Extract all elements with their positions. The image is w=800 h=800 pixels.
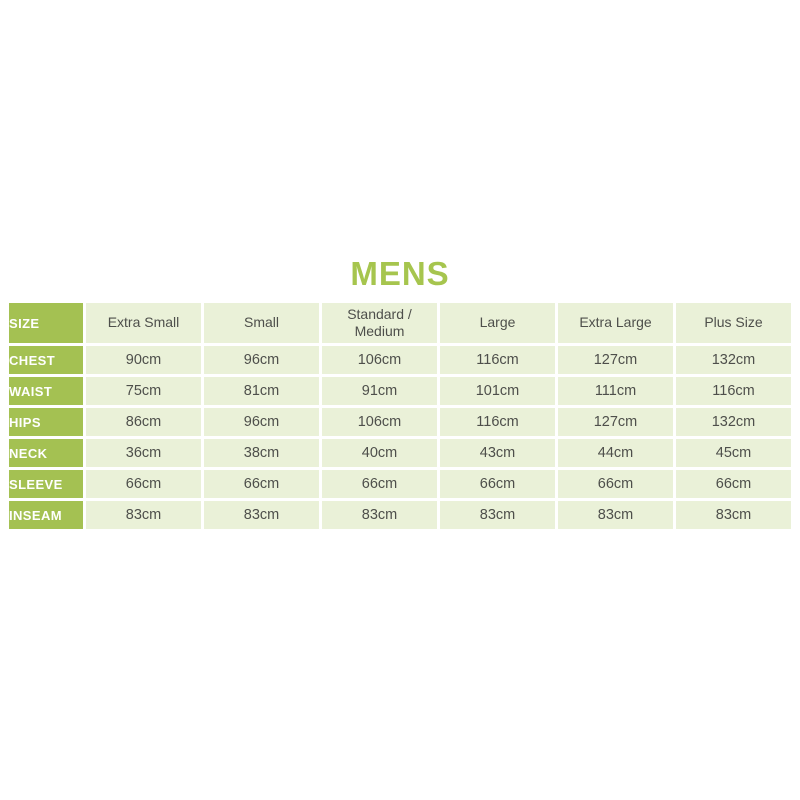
neck-extra-small: 36cm bbox=[86, 439, 201, 467]
waist-large: 101cm bbox=[440, 377, 555, 405]
table-row-hips bbox=[9, 408, 791, 436]
table-row-inseam bbox=[9, 501, 791, 529]
row-label-chest: CHEST bbox=[9, 346, 83, 374]
column-header-plus-size: Plus Size bbox=[676, 303, 791, 343]
column-header-standard-medium: Standard / Medium bbox=[322, 303, 437, 343]
table-row-neck bbox=[9, 439, 791, 467]
sleeve-plus-size: 66cm bbox=[676, 470, 791, 498]
neck-small: 38cm bbox=[204, 439, 319, 467]
inseam-small: 83cm bbox=[204, 501, 319, 529]
page-title: MENS bbox=[350, 255, 450, 292]
table-row-sleeve bbox=[9, 470, 791, 498]
inseam-extra-large: 83cm bbox=[558, 501, 673, 529]
column-header-small: Small bbox=[204, 303, 319, 343]
inseam-plus-size: 83cm bbox=[676, 501, 791, 529]
column-header-large: Large bbox=[440, 303, 555, 343]
neck-plus-size: 45cm bbox=[676, 439, 791, 467]
hips-small: 96cm bbox=[204, 408, 319, 436]
sleeve-small: 66cm bbox=[204, 470, 319, 498]
row-label-hips: HIPS bbox=[9, 408, 83, 436]
waist-small: 81cm bbox=[204, 377, 319, 405]
row-label-sleeve: SLEEVE bbox=[9, 470, 83, 498]
table-header-row bbox=[9, 303, 791, 343]
inseam-extra-small: 83cm bbox=[86, 501, 201, 529]
waist-standard-medium: 91cm bbox=[322, 377, 437, 405]
hips-extra-small: 86cm bbox=[86, 408, 201, 436]
chest-extra-large: 127cm bbox=[558, 346, 673, 374]
size-corner-header: SIZE bbox=[9, 303, 83, 343]
hips-plus-size: 132cm bbox=[676, 408, 791, 436]
chest-small: 96cm bbox=[204, 346, 319, 374]
neck-extra-large: 44cm bbox=[558, 439, 673, 467]
column-header-extra-large: Extra Large bbox=[558, 303, 673, 343]
waist-plus-size: 116cm bbox=[676, 377, 791, 405]
hips-standard-medium: 106cm bbox=[322, 408, 437, 436]
sleeve-standard-medium: 66cm bbox=[322, 470, 437, 498]
inseam-large: 83cm bbox=[440, 501, 555, 529]
sleeve-extra-large: 66cm bbox=[558, 470, 673, 498]
neck-standard-medium: 40cm bbox=[322, 439, 437, 467]
chest-standard-medium: 106cm bbox=[322, 346, 437, 374]
sleeve-extra-small: 66cm bbox=[86, 470, 201, 498]
mens-size-table bbox=[6, 300, 794, 532]
inseam-standard-medium: 83cm bbox=[322, 501, 437, 529]
column-header-extra-small: Extra Small bbox=[86, 303, 201, 343]
chest-large: 116cm bbox=[440, 346, 555, 374]
table-row-chest bbox=[9, 346, 791, 374]
waist-extra-large: 111cm bbox=[558, 377, 673, 405]
row-label-neck: NECK bbox=[9, 439, 83, 467]
hips-extra-large: 127cm bbox=[558, 408, 673, 436]
chest-extra-small: 90cm bbox=[86, 346, 201, 374]
table-row-waist bbox=[9, 377, 791, 405]
chest-plus-size: 132cm bbox=[676, 346, 791, 374]
waist-extra-small: 75cm bbox=[86, 377, 201, 405]
hips-large: 116cm bbox=[440, 408, 555, 436]
row-label-inseam: INSEAM bbox=[9, 501, 83, 529]
sleeve-large: 66cm bbox=[440, 470, 555, 498]
neck-large: 43cm bbox=[440, 439, 555, 467]
row-label-waist: WAIST bbox=[9, 377, 83, 405]
